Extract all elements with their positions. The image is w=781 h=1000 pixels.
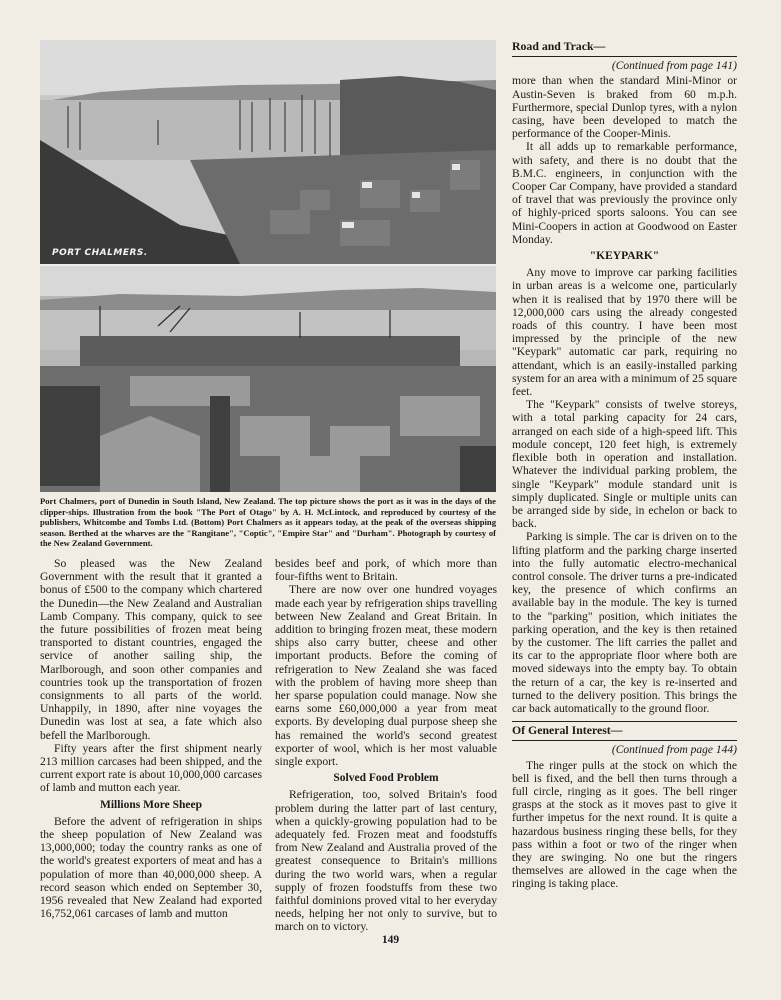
article-paragraph: It all adds up to remarkable performance, with safety, and there is no doubt that the B.M.C. engineers, in conjunction with the Cooper Car Company, have provided a standard of travel that was previously the province only of highly-priced sports saloons. You can see Mini-Coopers in action at Goodwood on Easter Monday. <box>512 140 737 246</box>
divider <box>512 56 737 57</box>
column-2 <box>275 557 497 934</box>
photo-port-chalmers-modern <box>40 266 496 492</box>
photo-port-chalmers-historic <box>40 40 496 264</box>
article-paragraph: Fifty years after the first shipment nearly 213 million carcases had been shipped, and the current export rate is about 10,000,000 carcases of lamb and mutton each year. <box>40 741 262 795</box>
divider <box>512 721 737 722</box>
subheading-millions-more-sheep: Millions More Sheep <box>99 798 202 811</box>
article-paragraph: Before the advent of refrigeration in ships the sheep population of New Zealand was 13,000,000; today the country ranks as one of the world's greatest exporters of meat and has a population of more than 40,000,000 sheep. A record season which ended on September 30, 1956 revealed that New Zealand had exported 16,752,061 carcases of lamb and mutton <box>40 814 262 921</box>
historic-harbour-illustration <box>40 40 496 264</box>
article-paragraph: Refrigeration, too, solved Britain's food problem during the latter part of last century, when a quickly-growing population had to be adequately fed. Frozen meat and foodstuffs from New Zealand and Australia proved of the greatest consequence to Britain's millions during the two world wars, when a regular supply of frozen foodstuffs from these two faithful dominions proved vital to her everyday needs, helping her not only to survive, but to march on to victory. <box>275 788 497 934</box>
article-paragraph: The "Keypark" consists of twelve storeys, with a total parking capacity for 24 cars, arranged on each side of a high-speed lift. This module concept, 120 feet high, is extremely flexible both in operation and installation. Whatever the individual parking problem, the single "Keypark" module standard unit is simply duplicated. Single or multiple units can be arranged side by side, in echelon or back to back. <box>512 398 737 531</box>
section-title-road-and-track: Road and Track— <box>512 39 606 53</box>
column-3 <box>512 40 737 891</box>
article-paragraph: The ringer pulls at the stock on which the bell is fixed, and the bell then turns through a full circle, ringing as it goes. The bell ringer grasps at the stock as it moves past to give it further impetus for the next round. It is quite a hazardous business ringing these bells, for they pass within a foot or two of the ringer when they are swinging. No one but the ringers themselves are allowed in the cage when the ringing is taking place. <box>512 758 737 891</box>
continued-note: (Continued from page 144) <box>611 744 737 757</box>
caption-text: Port Chalmers, port of Dunedin in South Island, New Zealand. The top picture shows the port as it was in the days of the clipper-ships. Illustration from the book "The Port of Otago" by A. H. McLintock, and reproduced by courtesy of the publishers, Whitcombe and Tombs Ltd. (Bottom) Port Chalmers as it appears today, at the peak of the overseas shipping season. Berthed at the wharves are the "Rangitane", "Coptic", "Empire Star" and "Durham". Photograph by courtesy of the New Zealand Government. <box>40 496 496 549</box>
divider <box>512 740 737 741</box>
continued-note: (Continued from page 141) <box>611 60 737 73</box>
subheading-solved-food-problem: Solved Food Problem <box>333 772 439 785</box>
subheading-keypark: "KEYPARK" <box>589 250 660 263</box>
photo-caption <box>40 496 496 549</box>
page-number: 149 <box>381 934 400 946</box>
article-paragraph: Parking is simple. The car is driven on to the lifting platform and the parking charge inserted into the fully automatic electro-mechanical control console. The driver turns a pre-indicated key, the presence of which confirms an available bay in the module. The key is turned to the "parking" position, which initiates the parking operation, and the key is then retained by the customer. The lift carries the pallet and its car to the appropriate floor where both are moved sideways into the empty bay. To obtain the return of a car, the key is re-inserted and turned to the delivery position. This brings the car back automatically to the ground floor. <box>512 530 737 715</box>
article-paragraph: besides beef and pork, of which more than four-fifths went to Britain. <box>275 557 497 584</box>
article-paragraph: There are now over one hundred voyages made each year by refrigeration ships travelling between New Zealand and Great Britain. In addition to bringing frozen meat, these modern ships also carry butter, cheese and other important products. Before the coming of refrigeration to New Zealand she was faced with the problem of having more sheep than her sparse population could manage. Now she earns some £60,000,000 a year from meat exports. By developing dual purpose sheep she has remained the world's second greatest exporter of wool, which is her most valuable single export. <box>275 583 497 769</box>
modern-harbour-photo <box>40 266 496 492</box>
column-1 <box>40 557 262 920</box>
photo-label: PORT CHALMERS. <box>52 248 148 258</box>
article-paragraph: So pleased was the New Zealand Government with the result that it granted a bonus of £500 to the company which chartered the Dunedin—the New Zealand and Australian Lamb Company. This company, quick to see the future possibilities of frozen meat being transported to distant countries, engaged the service of another sailing ship, the Marlborough, and soon other companies and countries took up the transportation of frozen consignments to all parts of the world. Unhappily, in 1890, after nine voyages the Dunedin was lost at sea, a fate which also befell the Marlborough. <box>40 557 262 742</box>
section-title-general-interest: Of General Interest— <box>512 723 623 738</box>
article-paragraph: Any move to improve car parking facilities in urban areas is a welcome one, particularly when it is realised that by 1970 there will be 12,000,000 cars using the already congested roads of this country. I have been most impressed by the principle of the new "Keypark" automatic car park, requiring no attendant, which is an easily-installed parking system for an area with a minimum of 25 square feet. <box>512 266 737 399</box>
article-paragraph: more than when the standard Mini-Minor or Austin-Seven is braked from 60 m.p.h. Furthermore, special Dunlop tyres, with a nylon casing, have been developed to match the performance of the Cooper-Minis. <box>512 74 737 141</box>
